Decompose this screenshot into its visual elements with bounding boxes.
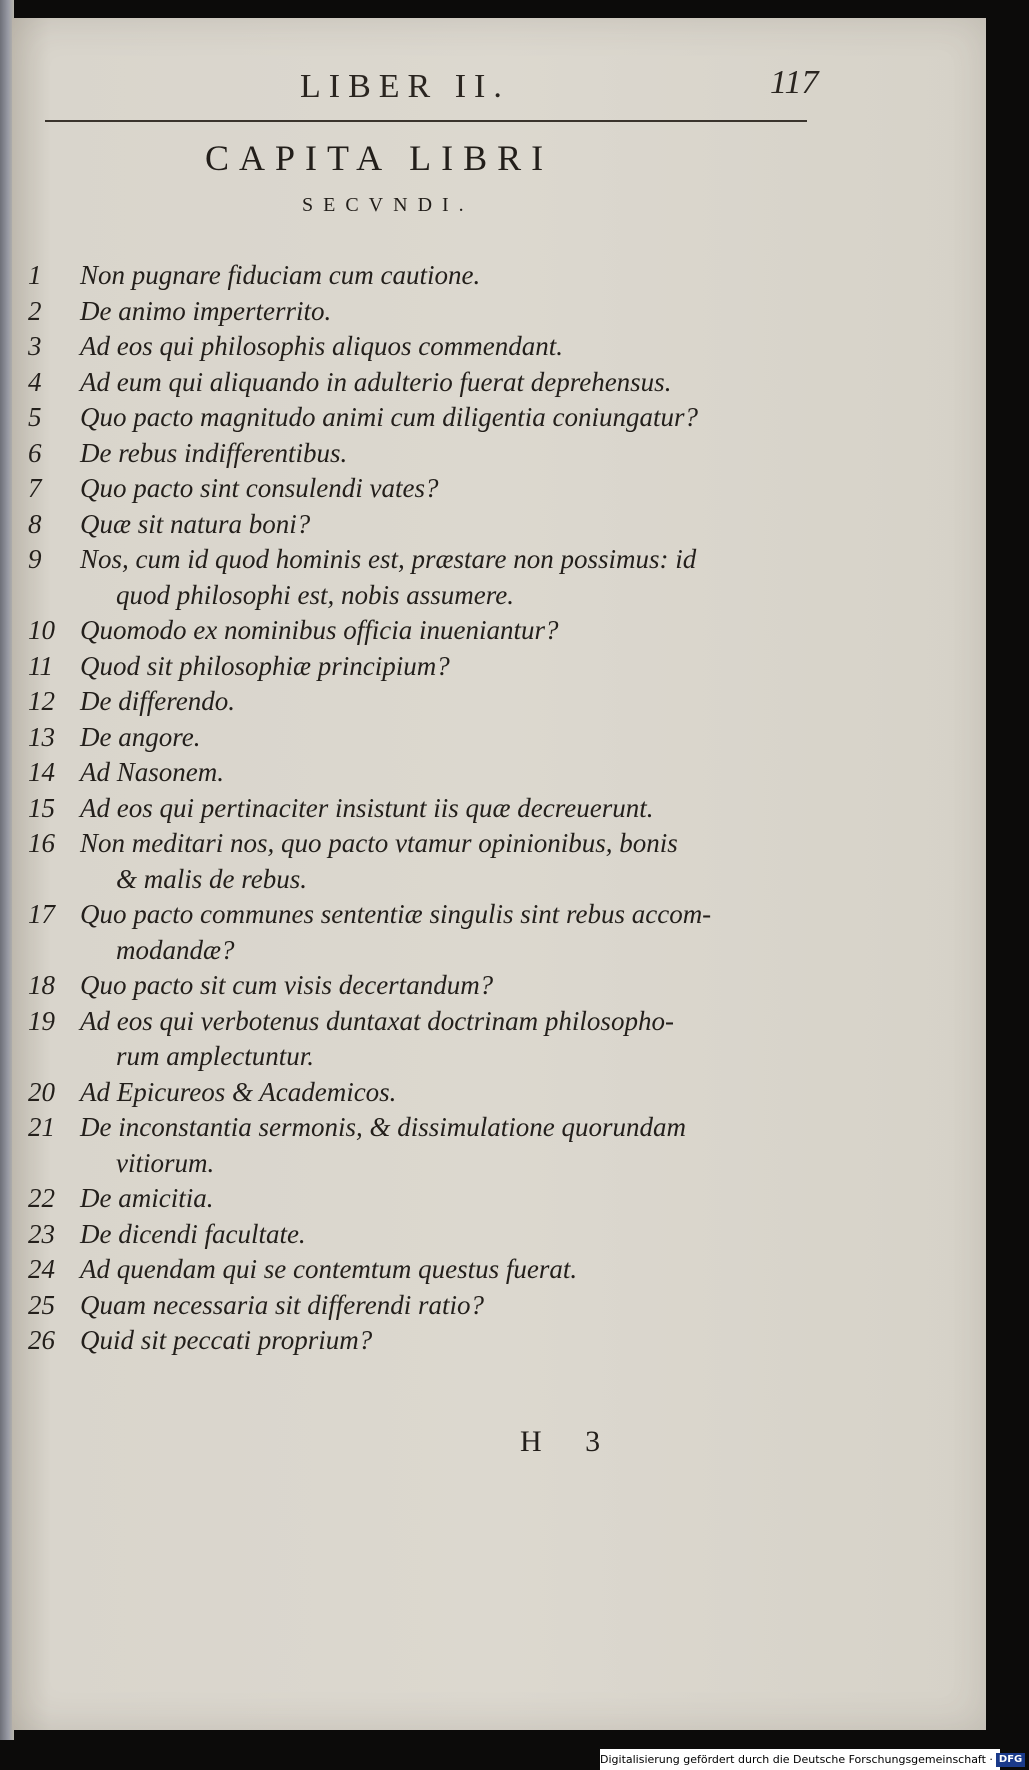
chapter-list xyxy=(0,258,820,1359)
chapter-number: 12 xyxy=(28,686,55,716)
chapter-entry xyxy=(0,1181,820,1217)
chapter-number: 19 xyxy=(28,1005,55,1036)
chapter-title: Ad eum qui aliquando in adulterio fuerat deprehensus. xyxy=(80,366,672,397)
chapter-entry xyxy=(0,826,820,897)
chapter-title: Quæ sit natura boni? xyxy=(80,508,311,539)
chapter-entry xyxy=(0,1323,820,1359)
credit-text: Digitalisierung gefördert durch die Deutsche Forschungsgemeinschaft · xyxy=(600,1753,993,1766)
chapter-number: 9 xyxy=(28,544,42,574)
chapter-number: 23 xyxy=(28,1218,55,1249)
chapter-entry xyxy=(0,755,820,791)
running-head: LIBER II. xyxy=(300,68,510,105)
chapter-number: 7 xyxy=(28,473,42,503)
chapter-number: 21 xyxy=(28,1112,55,1142)
dfg-logo: DFG xyxy=(996,1753,1025,1767)
chapter-title: Quo pacto sit cum visis decertandum? xyxy=(80,970,494,1000)
chapter-title-continuation: rum amplectuntur. xyxy=(116,1041,314,1071)
chapter-title-continuation: modandæ? xyxy=(116,934,235,965)
chapter-number: 16 xyxy=(28,828,55,858)
chapter-number: 10 xyxy=(28,615,55,645)
chapter-title: Quo pacto sint consulendi vates? xyxy=(80,473,439,503)
digitization-credit xyxy=(600,1749,1023,1770)
chapter-number: 26 xyxy=(28,1325,55,1355)
chapter-title: Quam necessaria sit differendi ratio? xyxy=(80,1289,484,1320)
chapter-entry xyxy=(0,258,820,294)
chapter-title: Non meditari nos, quo pacto vtamur opinionibus, bonis xyxy=(80,828,678,858)
chapter-entry xyxy=(0,897,820,968)
header-rule xyxy=(45,120,807,122)
chapter-entry xyxy=(0,1288,820,1324)
chapter-entry xyxy=(0,436,820,472)
chapter-title: Quid sit peccati proprium? xyxy=(80,1325,373,1355)
chapter-number: 5 xyxy=(28,402,42,432)
chapter-number: 15 xyxy=(28,792,55,823)
chapter-entry xyxy=(0,400,820,436)
chapter-title: Quod sit philosophiæ principium? xyxy=(80,650,450,681)
chapter-title: De inconstantia sermonis, & dissimulatione quorundam xyxy=(80,1112,686,1142)
chapter-entry xyxy=(0,329,820,365)
chapter-number: 20 xyxy=(28,1076,55,1107)
chapter-number: 18 xyxy=(28,970,55,1000)
chapter-entry xyxy=(0,791,820,827)
chapter-title: De rebus indifferentibus. xyxy=(80,437,348,468)
chapter-number: 2 xyxy=(28,295,42,326)
chapter-title-continuation: quod philosophi est, nobis assumere. xyxy=(116,579,514,610)
chapter-title: De differendo. xyxy=(80,686,235,716)
chapter-number: 6 xyxy=(28,437,42,468)
chapter-title: Quo pacto magnitudo animi cum diligentia coniungatur? xyxy=(80,402,698,432)
chapter-entry xyxy=(0,1004,820,1075)
chapter-title-continuation: & malis de rebus. xyxy=(116,863,307,894)
chapter-title: Nos, cum id quod hominis est, præstare non possimus: id xyxy=(80,544,697,574)
chapter-number: 3 xyxy=(28,331,42,361)
chapter-entry xyxy=(0,720,820,756)
chapter-number: 1 xyxy=(28,260,42,290)
chapter-entry xyxy=(0,1075,820,1111)
chapter-entry xyxy=(0,613,820,649)
chapter-title: De animo imperterrito. xyxy=(80,295,332,326)
chapter-entry xyxy=(0,1110,820,1181)
chapter-entry xyxy=(0,649,820,685)
chapter-entry xyxy=(0,1252,820,1288)
chapter-title: Ad quendam qui se contemtum questus fuerat. xyxy=(80,1254,578,1284)
chapter-title: Ad eos qui pertinaciter insistunt iis quæ decreuerunt. xyxy=(80,792,654,823)
chapter-number: 24 xyxy=(28,1254,55,1284)
chapter-number: 17 xyxy=(28,899,55,929)
chapter-title: Quomodo ex nominibus officia inueniantur? xyxy=(80,615,559,645)
chapter-number: 4 xyxy=(28,366,42,397)
chapter-title: Quo pacto communes sententiæ singulis sint rebus accom- xyxy=(80,899,712,929)
chapter-entry xyxy=(0,968,820,1004)
page-title: CAPITA LIBRI xyxy=(205,138,554,178)
chapter-title: Non pugnare fiduciam cum cautione. xyxy=(80,260,481,290)
chapter-entry xyxy=(0,507,820,543)
chapter-number: 11 xyxy=(28,650,53,681)
chapter-number: 8 xyxy=(28,508,42,539)
chapter-entry xyxy=(0,684,820,720)
chapter-title: Ad Nasonem. xyxy=(80,757,224,787)
chapter-entry xyxy=(0,365,820,401)
chapter-title: De dicendi facultate. xyxy=(80,1218,306,1249)
chapter-entry xyxy=(0,471,820,507)
chapter-number: 22 xyxy=(28,1183,55,1213)
chapter-title: Ad Epicureos & Academicos. xyxy=(80,1076,397,1107)
chapter-entry xyxy=(0,542,820,613)
chapter-title: Ad eos qui verbotenus duntaxat doctrinam philosopho- xyxy=(80,1005,674,1036)
chapter-title: Ad eos qui philosophis aliquos commendant. xyxy=(80,331,563,361)
page-subtitle: SECVNDI. xyxy=(302,194,474,216)
chapter-number: 13 xyxy=(28,721,55,752)
chapter-entry xyxy=(0,1217,820,1253)
signature-mark: H 3 xyxy=(520,1425,619,1458)
chapter-number: 25 xyxy=(28,1289,55,1320)
chapter-title: De angore. xyxy=(80,721,201,752)
chapter-title: De amicitia. xyxy=(80,1183,214,1213)
chapter-entry xyxy=(0,294,820,330)
page-number: 117 xyxy=(770,64,819,101)
chapter-number: 14 xyxy=(28,757,55,787)
chapter-title-continuation: vitiorum. xyxy=(116,1147,215,1178)
